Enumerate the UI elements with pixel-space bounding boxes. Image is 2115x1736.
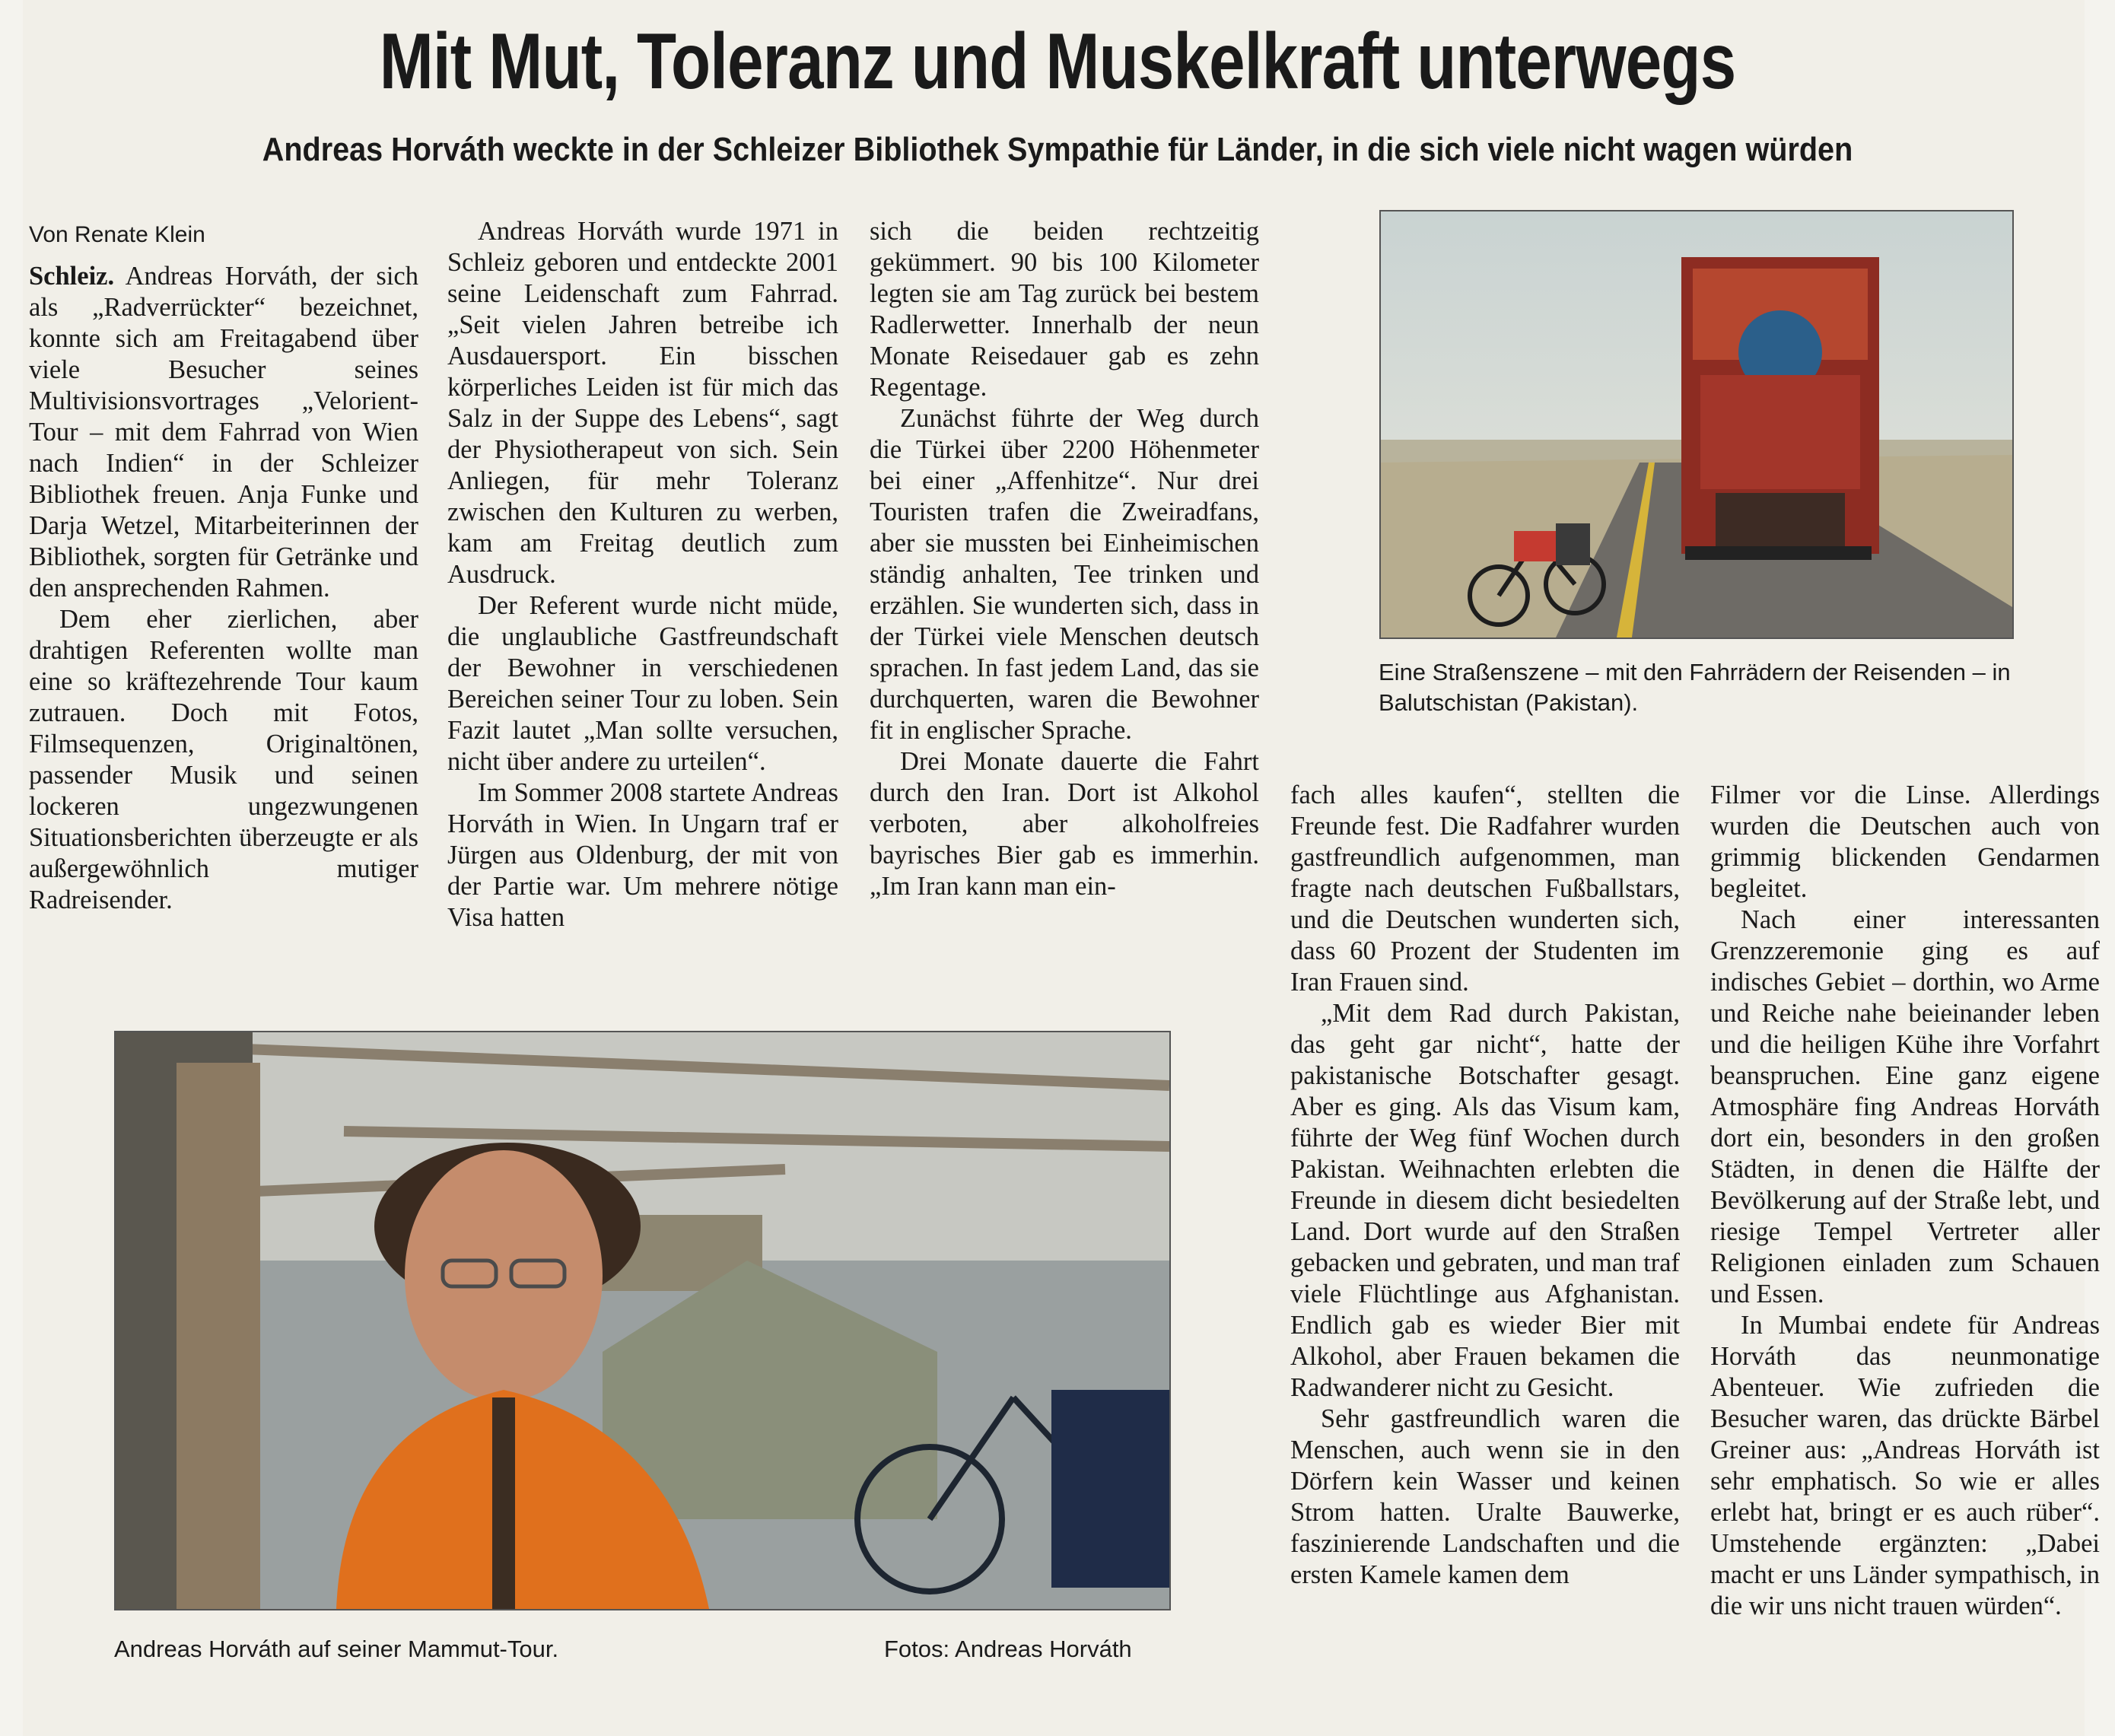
portrait-photo-illustration [116, 1032, 1169, 1609]
paragraph: Im Sommer 2008 startete Andreas Horváth in Wien. In Ungarn traf er Jürgen aus Oldenburg, der mit von der Partie war. Um mehrere nötige Visa hatten [447, 778, 838, 932]
paragraph: Schleiz. Andreas Horváth, der sich als „Radverrückter“ bezeichnet, konnte sich am Freitagabend über viele Besucher seines Multivisionsvortrages „Velorient-Tour – mit dem Fahrrad von Wien nach Indien“ in der Schleizer Bibliothek freuen. Anja Funke und Darja Wetzel, Mitarbeiterinnen der Bibliothek, sorgten für Getränke und den ansprechenden Rahmen. [29, 262, 418, 603]
paragraph: Drei Monate dauerte die Fahrt durch den Iran. Dort ist Alkohol verboten, aber alkoholfreies bayrisches Bier gab es immerhin. „Im Iran kann man ein- [870, 747, 1259, 901]
dateline-place: Schleiz. [29, 262, 115, 291]
article-column-2 [447, 216, 838, 933]
headline: Mit Mut, Toleranz und Muskelkraft unterwegs [379, 17, 1736, 106]
article-column-1 [29, 219, 418, 916]
paragraph: Sehr gastfreundlich waren die Menschen, auch wenn sie in den Dörfern kein Wasser und keinen Strom hatten. Uralte Bauwerke, faszinierende Landschaften und die ersten Kamele kamen dem [1290, 1404, 1680, 1589]
article-column-5 [1710, 780, 2100, 1622]
left-page-bleed [0, 0, 23, 1736]
photo-andreas-horvath [114, 1031, 1171, 1610]
truck-photo-illustration [1381, 211, 2012, 637]
truck-photo-caption: Eine Straßenszene – mit den Fahrrädern der Reisenden – in Balutschistan (Pakistan). [1379, 659, 2011, 716]
paragraph: Nach einer interessanten Grenzzeremonie ging es auf indisches Gebiet – dorthin, wo Arme und Reiche nahe beieinander leben und die heiligen Kühe ihre Vorfahrt beanspruchen. Eine ganz eigene Atmosphäre fing Andreas Horváth dort ein, besonders in den großen Städten, in denen die Hälfte der Bevölkerung auf der Straße lebt, und riesige Tempel Vertreter aller Religionen einladen zum Schauen und Essen. [1710, 905, 2100, 1308]
photo-credit: Fotos: Andreas Horváth [884, 1636, 1132, 1662]
paragraph: Zunächst führte der Weg durch die Türkei über 2200 Höhenmeter bei einer „Affenhitze“. Nur drei Touristen trafen die Zweiradfans, aber sie mussten bei Einheimischen ständig anhalten, Tee trinken und erzählen. Sie wunderten sich, dass in der Türkei viele Menschen deutsch sprachen. In fast jedem Land, das sie durchquerten, waren die Bewohner fit in englischer Sprache. [870, 404, 1259, 745]
portrait-photo-caption: Andreas Horváth auf seiner Mammut-Tour. [114, 1636, 559, 1662]
paragraph: Andreas Horváth wurde 1971 in Schleiz geboren und entdeckte 2001 seine Leidenschaft zum Fahrrad. „Seit vielen Jahren betreibe ich Ausdauersport. Ein bisschen körperliches Leiden ist für mich das Salz in der Suppe des Lebens“, sagt der Physiotherapeut von sich. Sein Anliegen, für mehr Toleranz zwischen den Kulturen zu werben, kam am Freitag deutlich zum Ausdruck. [447, 217, 838, 589]
paragraph: Dem eher zierlichen, aber drahtigen Referenten wollte man eine so kräftezehrende Tour kaum zutrauen. Doch mit Fotos, Filmsequenzen, Originaltönen, passender Musik und seinen lockeren ungezwungenen Situationsberichten überzeugte er als außergewöhnlich mutiger Radreisender. [29, 605, 418, 914]
article-column-3 [870, 216, 1259, 902]
subtitle: Andreas Horváth weckte in der Schleizer Bibliothek Sympathie für Länder, in die sich viele nicht wagen würden [262, 131, 1853, 168]
paragraph: In Mumbai endete für Andreas Horváth das neunmonatige Abenteuer. Wie zufrieden die Besucher waren, das drückte Bärbel Greiner aus: „Andreas Horváth ist sehr emphatisch. So wie er alles erlebt hat, bringt er es auch rüber“. Umstehende ergänzten: „Dabei macht er uns Länder sympathisch, in die wir uns nicht trauen würden“. [1710, 1311, 2100, 1620]
paragraph: fach alles kaufen“, stellten die Freunde fest. Die Radfahrer wurden gastfreundlich aufgenommen, man fragte nach deutschen Fußballstars, und die Deutschen wunderten sich, dass 60 Prozent der Studenten im Iran Frauen sind. [1290, 781, 1680, 997]
paragraph: „Mit dem Rad durch Pakistan, das geht gar nicht“, hatte der pakistanische Botschafter gesagt. Aber es ging. Als das Visum kam, führte der Weg fünf Wochen durch Pakistan. Weihnachten erlebten die Freunde in diesem dicht besiedelten Land. Dort wurde auf den Straßen gebacken und gebraten, und man traf viele Flüchtlinge aus Afghanistan. Endlich gab es wieder Bier mit Alkohol, aber Frauen bekamen die Radwanderer nicht zu Gesicht. [1290, 999, 1680, 1402]
paragraph: sich die beiden rechtzeitig gekümmert. 90 bis 100 Kilometer legten sie am Tag zurück bei bestem Radlerwetter. Innerhalb der neun Monate Reisedauer gab es zehn Regentage. [870, 217, 1259, 402]
photo-truck-street-scene [1379, 210, 2014, 639]
byline: Von Renate Klein [29, 222, 205, 247]
article-column-4 [1290, 780, 1680, 1591]
paragraph: Filmer vor die Linse. Allerdings wurden die Deutschen auch von grimmig blickenden Gendarmen begleitet. [1710, 781, 2100, 903]
paragraph: Der Referent wurde nicht müde, die unglaubliche Gastfreundschaft der Bewohner in verschiedenen Bereichen seiner Tour zu loben. Sein Fazit lautet „Man sollte versuchen, nicht über andere zu urteilen“. [447, 591, 838, 776]
